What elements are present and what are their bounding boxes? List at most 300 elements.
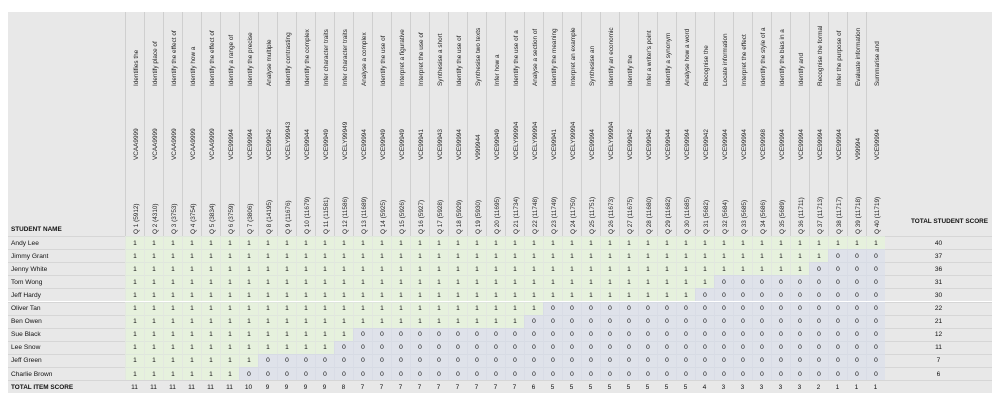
student-name: Lee Snow bbox=[8, 341, 125, 354]
score-cell: 0 bbox=[847, 249, 866, 262]
score-cell: 1 bbox=[144, 275, 163, 288]
score-cell: 1 bbox=[600, 262, 619, 275]
score-cell: 1 bbox=[182, 249, 201, 262]
question-number: Q 38 (11717) bbox=[835, 196, 843, 234]
question-code: VCE99994 bbox=[873, 129, 881, 160]
score-cell: 1 bbox=[220, 328, 239, 341]
student-name: Oliver Tan bbox=[8, 302, 125, 315]
score-cell: 0 bbox=[391, 354, 410, 367]
question-code-cell bbox=[486, 88, 505, 162]
question-number-cell bbox=[125, 162, 144, 236]
score-cell: 1 bbox=[581, 262, 600, 275]
question-code-cell bbox=[543, 88, 562, 162]
score-cell: 0 bbox=[866, 288, 885, 301]
score-cell: 1 bbox=[296, 328, 315, 341]
score-cell: 0 bbox=[429, 341, 448, 354]
question-description: Interpret the use of bbox=[417, 32, 425, 86]
score-cell: 0 bbox=[619, 302, 638, 315]
question-number: Q 8 (14195) bbox=[265, 199, 273, 234]
score-cell: 1 bbox=[486, 236, 505, 249]
score-cell: 1 bbox=[410, 262, 429, 275]
score-cell: 0 bbox=[619, 315, 638, 328]
question-code: VCAA9999 bbox=[170, 128, 178, 160]
score-cell: 0 bbox=[790, 328, 809, 341]
question-code-cell bbox=[600, 88, 619, 162]
question-number-cell bbox=[315, 162, 334, 236]
question-code: VCE99941 bbox=[550, 129, 558, 160]
score-cell: 0 bbox=[334, 367, 353, 380]
score-cell: 0 bbox=[809, 275, 828, 288]
score-cell: 1 bbox=[581, 249, 600, 262]
score-cell: 0 bbox=[581, 341, 600, 354]
score-cell: 1 bbox=[790, 249, 809, 262]
score-cell: 0 bbox=[771, 354, 790, 367]
score-cell: 0 bbox=[562, 341, 581, 354]
score-cell: 0 bbox=[657, 367, 676, 380]
score-cell: 0 bbox=[600, 315, 619, 328]
score-cell: 0 bbox=[771, 302, 790, 315]
question-code-cell bbox=[144, 88, 163, 162]
score-cell: 1 bbox=[866, 236, 885, 249]
score-cell: 1 bbox=[125, 275, 144, 288]
item-total-score: 7 bbox=[448, 380, 467, 393]
question-code: VCELY99943 bbox=[284, 121, 292, 160]
score-cell: 1 bbox=[467, 236, 486, 249]
score-cell: 1 bbox=[524, 249, 543, 262]
question-number: Q 34 (5686) bbox=[759, 199, 767, 234]
score-cell: 0 bbox=[866, 315, 885, 328]
student-name: Ben Owen bbox=[8, 315, 125, 328]
question-number-cell bbox=[809, 162, 828, 236]
score-cell: 0 bbox=[790, 354, 809, 367]
score-cell: 1 bbox=[201, 367, 220, 380]
score-cell: 1 bbox=[410, 236, 429, 249]
question-description-cell bbox=[296, 12, 315, 88]
score-cell: 1 bbox=[372, 315, 391, 328]
score-cell: 0 bbox=[733, 367, 752, 380]
question-description: Identify the use of a bbox=[512, 30, 520, 86]
score-cell: 0 bbox=[752, 328, 771, 341]
question-number: Q 15 (5926) bbox=[398, 199, 406, 234]
question-description: Identify contrasting bbox=[284, 32, 292, 86]
score-cell: 0 bbox=[828, 367, 847, 380]
score-cell: 0 bbox=[543, 315, 562, 328]
score-cell: 1 bbox=[334, 249, 353, 262]
score-cell: 1 bbox=[638, 288, 657, 301]
question-number-cell bbox=[847, 162, 866, 236]
score-cell: 1 bbox=[258, 328, 277, 341]
question-code-cell bbox=[182, 88, 201, 162]
score-cell: 0 bbox=[543, 354, 562, 367]
score-cell: 1 bbox=[486, 262, 505, 275]
score-cell: 0 bbox=[752, 354, 771, 367]
score-cell: 1 bbox=[201, 341, 220, 354]
score-cell: 1 bbox=[638, 262, 657, 275]
score-cell: 0 bbox=[695, 367, 714, 380]
score-cell: 0 bbox=[847, 315, 866, 328]
item-total-score: 5 bbox=[638, 380, 657, 393]
score-cell: 0 bbox=[448, 328, 467, 341]
question-description: Analyse multiple bbox=[265, 39, 273, 86]
question-code: VCE99994 bbox=[835, 129, 843, 160]
score-cell: 1 bbox=[296, 249, 315, 262]
question-code-cell bbox=[524, 88, 543, 162]
question-number: Q 10 (11679) bbox=[303, 196, 311, 234]
question-code-cell bbox=[714, 88, 733, 162]
item-total-score: 3 bbox=[733, 380, 752, 393]
score-cell: 1 bbox=[163, 236, 182, 249]
question-number-cell bbox=[163, 162, 182, 236]
question-code: V99994 bbox=[854, 137, 862, 160]
question-number-cell bbox=[695, 162, 714, 236]
score-cell: 1 bbox=[524, 288, 543, 301]
score-cell: 0 bbox=[638, 341, 657, 354]
question-number: Q 30 (11685) bbox=[683, 196, 691, 234]
question-code-cell bbox=[581, 88, 600, 162]
item-total-score: 11 bbox=[125, 380, 144, 393]
question-code-cell bbox=[866, 88, 885, 162]
question-description: Infer the purpose of bbox=[835, 30, 843, 86]
score-cell: 1 bbox=[733, 236, 752, 249]
question-description-cell bbox=[771, 12, 790, 88]
score-cell: 0 bbox=[847, 262, 866, 275]
score-cell: 1 bbox=[600, 275, 619, 288]
score-cell: 1 bbox=[448, 288, 467, 301]
question-code-cell bbox=[277, 88, 296, 162]
question-description: Infer a writer's point bbox=[645, 30, 653, 86]
score-cell: 1 bbox=[448, 236, 467, 249]
score-cell: 0 bbox=[847, 354, 866, 367]
score-cell: 1 bbox=[505, 236, 524, 249]
score-cell: 0 bbox=[828, 341, 847, 354]
score-cell: 0 bbox=[714, 288, 733, 301]
score-cell: 1 bbox=[429, 315, 448, 328]
question-description: Interpret a figurative bbox=[398, 29, 406, 86]
question-code-cell bbox=[125, 88, 144, 162]
question-description-cell bbox=[619, 12, 638, 88]
question-code: VCE99942 bbox=[265, 129, 273, 160]
score-cell: 0 bbox=[353, 341, 372, 354]
score-cell: 0 bbox=[847, 328, 866, 341]
score-cell: 0 bbox=[372, 328, 391, 341]
score-cell: 0 bbox=[277, 367, 296, 380]
item-total-score: 10 bbox=[239, 380, 258, 393]
score-cell: 0 bbox=[448, 354, 467, 367]
score-cell: 0 bbox=[657, 341, 676, 354]
score-cell: 1 bbox=[562, 249, 581, 262]
score-cell: 1 bbox=[619, 262, 638, 275]
question-number: Q 2 (4310) bbox=[151, 203, 159, 234]
score-cell: 1 bbox=[467, 249, 486, 262]
score-cell: 1 bbox=[657, 262, 676, 275]
score-cell: 0 bbox=[809, 354, 828, 367]
score-cell: 0 bbox=[771, 367, 790, 380]
question-code-cell bbox=[315, 88, 334, 162]
item-total-score: 2 bbox=[809, 380, 828, 393]
score-cell: 0 bbox=[562, 302, 581, 315]
item-total-score: 5 bbox=[600, 380, 619, 393]
question-description: Synthesise two texts bbox=[474, 27, 482, 86]
question-number-cell bbox=[239, 162, 258, 236]
score-cell: 0 bbox=[391, 341, 410, 354]
student-name: Jeff Green bbox=[8, 354, 125, 367]
score-cell: 1 bbox=[258, 341, 277, 354]
question-code-cell bbox=[239, 88, 258, 162]
question-number: Q 23 (11749) bbox=[550, 196, 558, 234]
score-cell: 0 bbox=[505, 354, 524, 367]
question-description: Identifies the bbox=[132, 49, 140, 86]
score-cell: 0 bbox=[505, 341, 524, 354]
score-cell: 1 bbox=[410, 275, 429, 288]
score-cell: 1 bbox=[125, 328, 144, 341]
question-description: Identify the bbox=[626, 54, 634, 86]
score-cell: 1 bbox=[505, 315, 524, 328]
score-cell: 1 bbox=[277, 275, 296, 288]
score-cell: 0 bbox=[771, 341, 790, 354]
question-number-cell bbox=[448, 162, 467, 236]
score-cell: 1 bbox=[714, 249, 733, 262]
question-number: Q 12 (11586) bbox=[341, 196, 349, 234]
question-code: VCE99942 bbox=[626, 129, 634, 160]
item-total-score: 9 bbox=[315, 380, 334, 393]
score-cell: 0 bbox=[391, 367, 410, 380]
score-cell: 1 bbox=[581, 275, 600, 288]
score-cell: 1 bbox=[315, 315, 334, 328]
question-description-cell bbox=[391, 12, 410, 88]
score-cell: 0 bbox=[714, 315, 733, 328]
score-cell: 1 bbox=[714, 236, 733, 249]
score-cell: 1 bbox=[581, 288, 600, 301]
question-code-cell bbox=[163, 88, 182, 162]
score-cell: 1 bbox=[752, 236, 771, 249]
score-cell: 1 bbox=[239, 315, 258, 328]
score-cell: 1 bbox=[600, 288, 619, 301]
score-cell: 1 bbox=[144, 236, 163, 249]
score-cell: 1 bbox=[448, 249, 467, 262]
score-cell: 1 bbox=[410, 288, 429, 301]
score-cell: 0 bbox=[809, 367, 828, 380]
score-cell: 1 bbox=[125, 302, 144, 315]
question-number: Q 32 (5684) bbox=[721, 199, 729, 234]
score-cell: 1 bbox=[562, 288, 581, 301]
score-cell: 1 bbox=[144, 341, 163, 354]
question-number-cell bbox=[619, 162, 638, 236]
question-code-cell bbox=[220, 88, 239, 162]
score-cell: 1 bbox=[790, 262, 809, 275]
score-cell: 1 bbox=[315, 236, 334, 249]
question-description: Synthesise an bbox=[588, 45, 596, 86]
score-cell: 1 bbox=[125, 341, 144, 354]
student-name: Jeff Hardy bbox=[8, 288, 125, 301]
score-cell: 1 bbox=[429, 262, 448, 275]
score-cell: 0 bbox=[790, 302, 809, 315]
question-description: Infer character traits bbox=[322, 29, 330, 86]
item-total-score: 11 bbox=[220, 380, 239, 393]
score-cell: 0 bbox=[828, 249, 847, 262]
score-cell: 1 bbox=[619, 236, 638, 249]
item-total-score: 5 bbox=[543, 380, 562, 393]
score-cell: 0 bbox=[486, 341, 505, 354]
score-cell: 0 bbox=[828, 302, 847, 315]
question-code: VCELY99949 bbox=[341, 121, 349, 160]
score-cell: 1 bbox=[353, 275, 372, 288]
score-cell: 1 bbox=[372, 262, 391, 275]
score-cell: 0 bbox=[524, 341, 543, 354]
student-total-score: 11 bbox=[885, 341, 992, 354]
score-cell: 0 bbox=[372, 354, 391, 367]
score-cell: 0 bbox=[676, 328, 695, 341]
question-number: Q 4 (3754) bbox=[189, 203, 197, 234]
score-cell: 0 bbox=[524, 354, 543, 367]
question-code-cell bbox=[828, 88, 847, 162]
score-cell: 1 bbox=[847, 236, 866, 249]
score-cell: 1 bbox=[258, 249, 277, 262]
question-description-cell bbox=[657, 12, 676, 88]
score-cell: 1 bbox=[258, 262, 277, 275]
score-cell: 0 bbox=[638, 315, 657, 328]
score-cell: 0 bbox=[296, 354, 315, 367]
score-cell: 0 bbox=[695, 328, 714, 341]
score-cell: 0 bbox=[505, 328, 524, 341]
question-number-cell bbox=[372, 162, 391, 236]
question-description: Identify an economic bbox=[607, 27, 615, 86]
question-number-cell bbox=[600, 162, 619, 236]
question-number-cell bbox=[676, 162, 695, 236]
question-number-cell bbox=[486, 162, 505, 236]
question-number: Q 11 (11581) bbox=[322, 197, 330, 234]
score-cell: 1 bbox=[353, 288, 372, 301]
question-description: Analyse a section of bbox=[531, 28, 539, 86]
score-cell: 1 bbox=[144, 249, 163, 262]
score-cell: 0 bbox=[524, 328, 543, 341]
score-cell: 1 bbox=[277, 302, 296, 315]
question-number-cell bbox=[866, 162, 885, 236]
score-cell: 1 bbox=[543, 236, 562, 249]
score-cell: 0 bbox=[581, 367, 600, 380]
score-cell: 0 bbox=[448, 341, 467, 354]
score-cell: 1 bbox=[258, 288, 277, 301]
score-cell: 1 bbox=[258, 302, 277, 315]
score-cell: 1 bbox=[201, 354, 220, 367]
question-number: Q 22 (11748) bbox=[531, 196, 539, 234]
score-cell: 1 bbox=[163, 315, 182, 328]
score-cell: 1 bbox=[334, 302, 353, 315]
question-code-cell bbox=[372, 88, 391, 162]
score-cell: 1 bbox=[391, 275, 410, 288]
score-cell: 0 bbox=[543, 341, 562, 354]
score-cell: 0 bbox=[486, 354, 505, 367]
score-cell: 1 bbox=[809, 236, 828, 249]
score-cell: 1 bbox=[182, 288, 201, 301]
score-cell: 1 bbox=[239, 275, 258, 288]
score-cell: 1 bbox=[277, 262, 296, 275]
score-cell: 0 bbox=[410, 341, 429, 354]
item-total-score: 1 bbox=[828, 380, 847, 393]
score-cell: 0 bbox=[714, 302, 733, 315]
score-cell: 1 bbox=[391, 262, 410, 275]
score-cell: 0 bbox=[714, 354, 733, 367]
score-cell: 1 bbox=[125, 262, 144, 275]
item-total-score: 5 bbox=[581, 380, 600, 393]
question-description-cell bbox=[201, 12, 220, 88]
score-cell: 0 bbox=[714, 367, 733, 380]
question-code-cell bbox=[771, 88, 790, 162]
score-cell: 1 bbox=[163, 328, 182, 341]
question-number: Q 27 (11675) bbox=[626, 196, 634, 234]
question-number-cell bbox=[771, 162, 790, 236]
score-cell: 0 bbox=[733, 302, 752, 315]
score-cell: 0 bbox=[543, 302, 562, 315]
score-cell: 0 bbox=[657, 328, 676, 341]
item-total-score: 7 bbox=[353, 380, 372, 393]
score-cell: 0 bbox=[771, 328, 790, 341]
score-cell: 1 bbox=[524, 275, 543, 288]
score-cell: 1 bbox=[315, 288, 334, 301]
score-cell: 1 bbox=[410, 302, 429, 315]
score-cell: 0 bbox=[562, 354, 581, 367]
score-cell: 0 bbox=[695, 315, 714, 328]
score-cell: 1 bbox=[182, 328, 201, 341]
score-cell: 1 bbox=[201, 262, 220, 275]
score-cell: 1 bbox=[391, 315, 410, 328]
score-cell: 0 bbox=[866, 328, 885, 341]
question-number-cell bbox=[733, 162, 752, 236]
question-code-cell bbox=[429, 88, 448, 162]
score-cell: 1 bbox=[334, 288, 353, 301]
question-description: Identify the use of bbox=[455, 35, 463, 86]
question-number: Q 17 (5928) bbox=[436, 199, 444, 234]
score-cell: 1 bbox=[619, 275, 638, 288]
score-cell: 0 bbox=[847, 288, 866, 301]
score-cell: 1 bbox=[467, 315, 486, 328]
score-cell: 1 bbox=[372, 288, 391, 301]
score-cell: 1 bbox=[163, 367, 182, 380]
score-cell: 0 bbox=[809, 328, 828, 341]
item-total-score: 1 bbox=[866, 380, 885, 393]
score-cell: 1 bbox=[372, 275, 391, 288]
question-number: Q 24 (11750) bbox=[569, 196, 577, 234]
question-description-cell bbox=[125, 12, 144, 88]
score-cell: 0 bbox=[619, 367, 638, 380]
score-cell: 1 bbox=[353, 249, 372, 262]
question-number: Q 39 (11718) bbox=[854, 196, 862, 234]
question-code-cell bbox=[258, 88, 277, 162]
question-code-cell bbox=[752, 88, 771, 162]
score-cell: 1 bbox=[296, 288, 315, 301]
question-number: Q 20 (11695) bbox=[493, 196, 501, 234]
score-cell: 0 bbox=[600, 302, 619, 315]
question-code-cell bbox=[638, 88, 657, 162]
question-number-cell bbox=[410, 162, 429, 236]
student-total-score: 30 bbox=[885, 288, 992, 301]
question-description-cell bbox=[448, 12, 467, 88]
score-cell: 1 bbox=[486, 288, 505, 301]
score-cell: 1 bbox=[562, 262, 581, 275]
score-cell: 0 bbox=[619, 341, 638, 354]
score-cell: 1 bbox=[315, 262, 334, 275]
item-total-score: 4 bbox=[695, 380, 714, 393]
score-cell: 0 bbox=[752, 302, 771, 315]
score-cell: 1 bbox=[201, 315, 220, 328]
score-cell: 0 bbox=[790, 367, 809, 380]
question-code: VCE99994 bbox=[683, 129, 691, 160]
question-description-cell bbox=[505, 12, 524, 88]
score-cell: 0 bbox=[847, 275, 866, 288]
score-cell: 1 bbox=[562, 275, 581, 288]
score-cell: 0 bbox=[866, 354, 885, 367]
score-cell: 0 bbox=[828, 262, 847, 275]
score-cell: 1 bbox=[239, 262, 258, 275]
